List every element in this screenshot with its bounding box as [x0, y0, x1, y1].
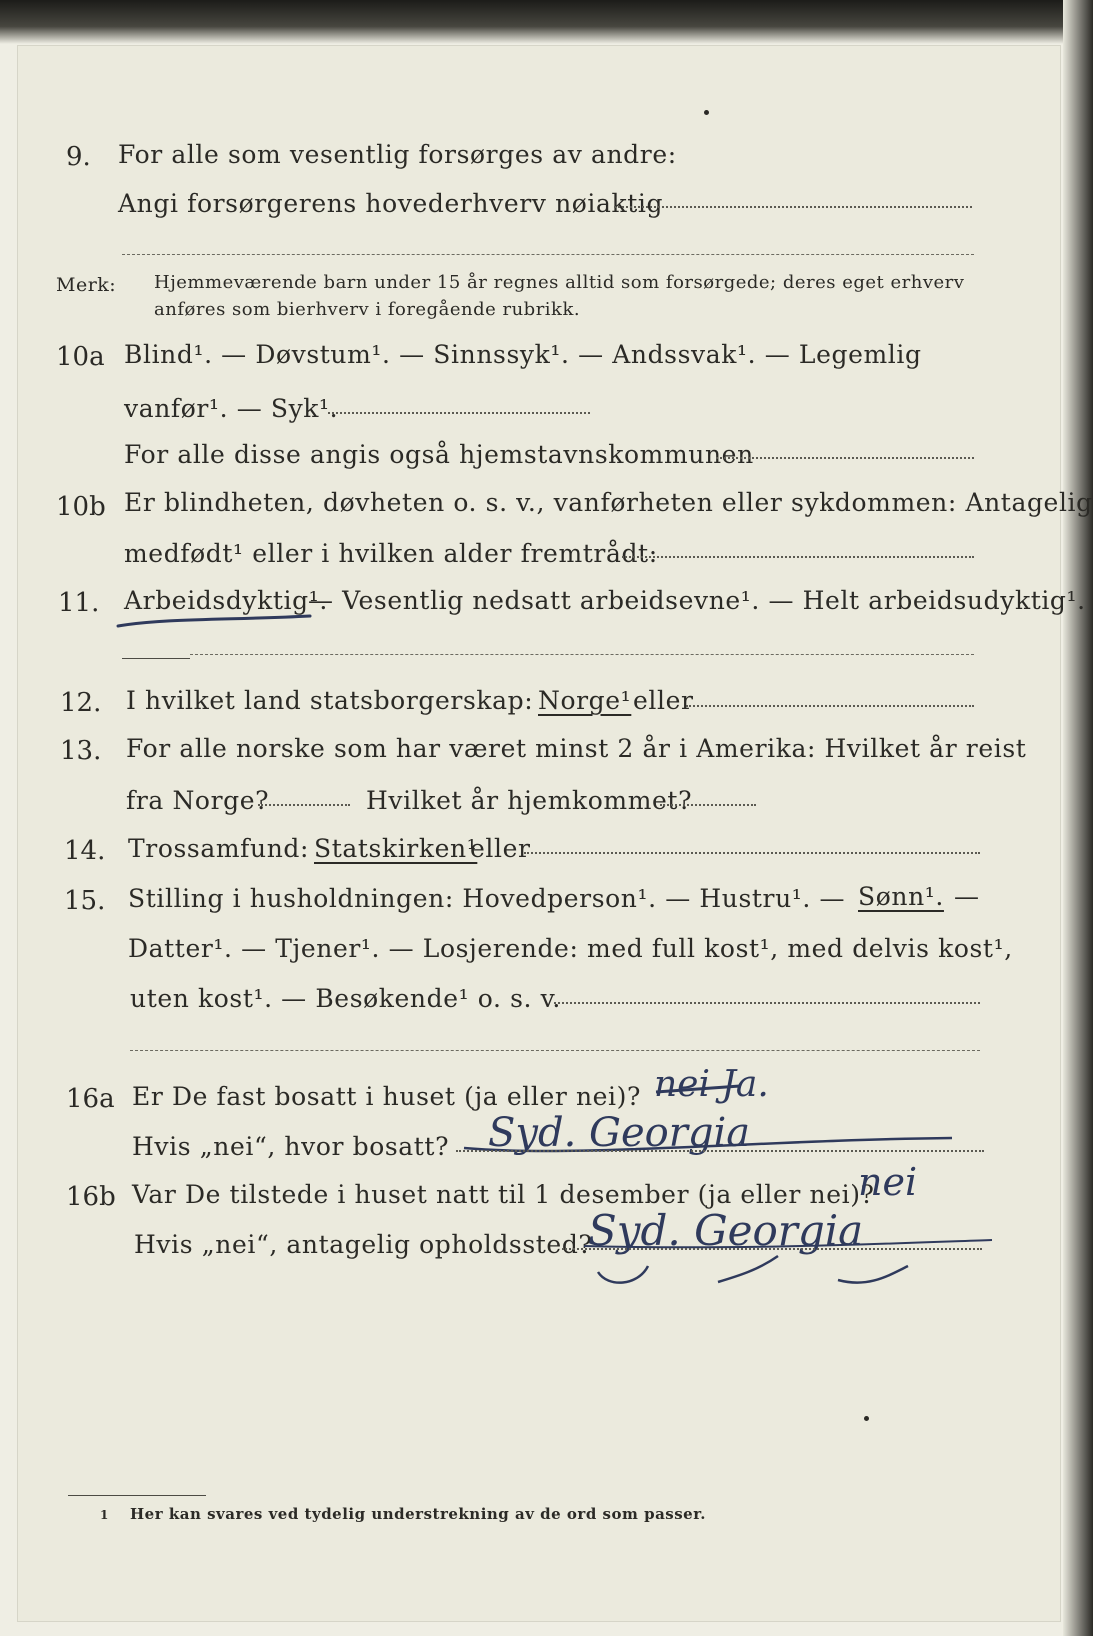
- q16a-handwritten-answer1[interactable]: nei Ja.: [654, 1064, 769, 1105]
- q9-line1: For alle som vesentlig forsørges av andre:: [118, 140, 677, 169]
- q13-number: 13.: [60, 736, 102, 766]
- q15-number: 15.: [64, 886, 106, 916]
- q15-answer-line[interactable]: [554, 1002, 980, 1004]
- ink-speck: [864, 1416, 869, 1421]
- q10b-answer-line[interactable]: [622, 556, 974, 558]
- q10b-number: 10b: [56, 492, 106, 522]
- q11-other-options: — Vesentlig nedsatt arbeidsevne¹. — Helt arbeidsudyktig¹.: [308, 586, 1086, 615]
- q11-pen-stroke: [122, 658, 190, 659]
- q16b-answer-line[interactable]: [562, 1248, 982, 1250]
- q13-hjemkommet-answer-line[interactable]: [660, 804, 756, 806]
- q10b-line1: Er blindheten, døvheten o. s. v., vanførheten eller sykdommen: Antagelig: [124, 488, 1093, 517]
- q13-line2a: fra Norge?: [126, 786, 270, 815]
- q13-line2b: Hvilket år hjemkommet?: [366, 786, 693, 815]
- q13-reist-answer-line[interactable]: [258, 804, 350, 806]
- scan-top-edge: [0, 0, 1093, 44]
- q15-extra-answer-line[interactable]: [130, 1050, 980, 1051]
- q16b-line2: Hvis „nei“, antagelig opholdssted?: [134, 1230, 593, 1259]
- q9-answer-line[interactable]: [614, 206, 972, 208]
- q14-question: Trossamfund:: [128, 834, 310, 863]
- q11-option-arbeidsdyktig[interactable]: Arbeidsdyktig¹.: [124, 586, 328, 615]
- q15-line3: uten kost¹. — Besøkende¹ o. s. v.: [130, 984, 561, 1013]
- q15-line1: Stilling i husholdningen: Hovedperson¹. — Hustru¹. —: [128, 884, 846, 913]
- q10a-hjemstavn-answer-line[interactable]: [716, 457, 974, 459]
- q16a-line2: Hvis „nei“, hvor bosatt?: [132, 1132, 450, 1161]
- q16a-answer-flourish: [458, 1122, 958, 1162]
- q10a-number: 10a: [56, 342, 105, 372]
- q16b-line1: Var De tilstede i huset natt til 1 desember (ja eller nei)?: [132, 1180, 875, 1209]
- q12-eller: eller: [633, 686, 694, 715]
- q12-answer-line[interactable]: [686, 705, 974, 707]
- q10a-line1: Blind¹. — Døvstum¹. — Sinnssyk¹. — Andssvak¹. — Legemlig: [124, 340, 922, 369]
- q9-number: 9.: [66, 142, 91, 172]
- q16b-number: 16b: [66, 1182, 116, 1212]
- q10a-line2: vanfør¹. — Syk¹.: [124, 394, 339, 423]
- q15-line1-dash: —: [954, 882, 980, 911]
- q16b-answer-flourish: [578, 1236, 998, 1296]
- scan-right-edge: [1063, 0, 1093, 1636]
- q9-extra-answer-line[interactable]: [122, 254, 974, 255]
- q10b-line2: medfødt¹ eller i hvilken alder fremtrådt:: [124, 539, 658, 568]
- q12-number: 12.: [60, 688, 102, 718]
- ink-speck: [704, 110, 709, 115]
- q11-pen-underline: [114, 612, 314, 632]
- q10a-line3: For alle disse angis også hjemstavnskommunen: [124, 440, 754, 469]
- q14-number: 14.: [64, 836, 106, 866]
- q14-option-statskirken[interactable]: Statskirken¹: [314, 834, 478, 863]
- q13-line1: For alle norske som har været minst 2 år i Amerika: Hvilket år reist: [126, 734, 1027, 763]
- merk-label: Merk:: [56, 274, 117, 296]
- q15-option-sonn[interactable]: Sønn¹.: [858, 882, 944, 911]
- q11-answer-line[interactable]: [190, 654, 974, 655]
- q15-line2: Datter¹. — Tjener¹. — Losjerende: med full kost¹, med delvis kost¹,: [128, 934, 1013, 963]
- footnote-text: Her kan svares ved tydelig understrekning av de ord som passer.: [130, 1505, 706, 1523]
- merk-line1: Hjemmeværende barn under 15 år regnes alltid som forsørgede; deres eget erhverv: [154, 272, 965, 293]
- q16a-handwritten-answer2[interactable]: Syd. Georgia: [488, 1110, 751, 1156]
- q16a-strikethrough: [654, 1080, 744, 1100]
- census-form-page: [18, 46, 1093, 1621]
- footnote-mark: 1: [100, 1508, 109, 1522]
- footnote-divider: [68, 1495, 206, 1496]
- merk-line2: anføres som bierhverv i foregående rubrikk.: [154, 299, 581, 320]
- q16b-handwritten-answer2[interactable]: Syd. Georgia: [588, 1206, 864, 1255]
- q12-option-norge[interactable]: Norge¹: [538, 686, 632, 715]
- q16b-handwritten-answer1[interactable]: nei: [858, 1160, 918, 1204]
- q14-eller: eller: [470, 834, 531, 863]
- q16a-line1: Er De fast bosatt i huset (ja eller nei)?: [132, 1082, 641, 1111]
- q16a-number: 16a: [66, 1084, 115, 1114]
- q12-question: I hvilket land statsborgerskap:: [126, 686, 534, 715]
- q11-number: 11.: [58, 588, 100, 618]
- q14-answer-line[interactable]: [524, 852, 980, 854]
- q10a-syk-answer-line[interactable]: [328, 412, 590, 414]
- q9-line2: Angi forsørgerens hovederhverv nøiaktig: [118, 189, 664, 218]
- q16a-answer-line[interactable]: [456, 1150, 984, 1152]
